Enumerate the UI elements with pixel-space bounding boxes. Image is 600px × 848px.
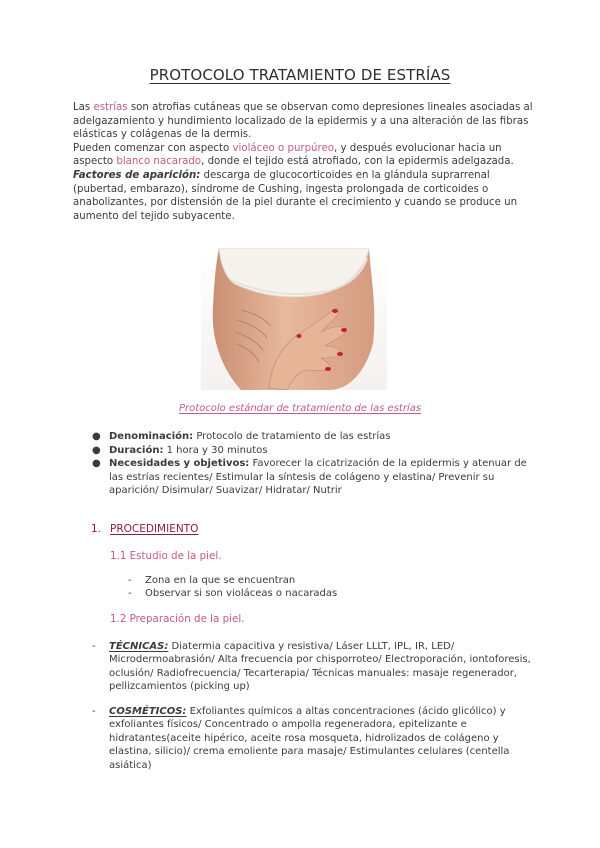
intro-paragraph-2: Pueden comenzar con aspecto violáceo o purpúreo, y después evolucionar hacia un aspecto blanco nacarado, donde el tejido está atrofiado, con la epidermis adelgazada. — [73, 142, 514, 168]
bullet-dot: ● — [92, 458, 101, 469]
figure-caption: Protocolo estándar de tratamiento de las estrías — [178, 403, 422, 414]
section-title: PROCEDIMIENTO — [110, 523, 199, 535]
list-item: ● Denominación: Protocolo de tratamiento de las estrías — [92, 431, 391, 442]
bullet-dot: ● — [92, 444, 101, 456]
intro-paragraph-3: Factores de aparición: descarga de glucocorticoides en la glándula suprarrenal (pubertad, embarazo), síndrome de Cushing, ingesta prolongada de corticoides o anabolizantes, por distensión de la piel durante el crecimiento y cuando se produce un aumento del tejido subyacente. — [73, 169, 518, 222]
list-item: - Zona en la que se encuentran — [128, 575, 296, 586]
intro-text — [73, 101, 533, 223]
bullet-list — [92, 430, 532, 498]
list-item: ● Necesidades y objetivos: Favorecer la cicatrización de la epidermis y atenuar de las estrías recientes/ Estimular la síntesis de colágeno y elastina/ Prevenir su aparición/ Disimular/ Suavizar/ Hidratar/ Nutrir — [92, 458, 527, 496]
stretch-marks-photo — [201, 248, 387, 390]
tecnicas-label: TÉCNICAS: — [109, 641, 169, 652]
cosmeticos-block: - COSMÉTICOS: Exfoliantes químicos a altas concentraciones (ácido glicólico) y exfoliantes físicos/ Concentrado o ampolla regeneradora, epitelizante e hidratantes(aceite hipérico, aceite rosa mosqueta, hidrolizados de colágeno y elastina, silicio)/ crema emoliente para masaje/ Estimulantes celulares (centella asiática) — [92, 706, 510, 771]
body-illustration — [201, 248, 387, 390]
bullet-dot: ● — [92, 431, 101, 442]
list-item: - Observar si son violáceas o nacaradas — [128, 588, 338, 600]
tecnicas-block: - TÉCNICAS: Diatermia capacitiva y resistiva/ Láser LLLT, IPL, IR, LED/ Microdermoabrasión/ Alta frecuencia por chisporroteo/ Electroporación, iontoforesis, oclusión/ Radiofrecuencia/ Tecarterapia/ Técnicas manuales: masaje regenerador, pellizcamientos (picking up) — [92, 641, 531, 693]
section-number: 1. — [91, 523, 102, 535]
page-title: PROTOCOLO TRATAMIENTO DE ESTRÍAS — [149, 66, 451, 84]
skin-study-list — [128, 574, 337, 601]
subsection-title-1: 1.1 Estudio de la piel. — [110, 550, 222, 562]
intro-paragraph-1: Las estrías son atrofias cutáneas que se observan como depresiones lineales asociadas al adelgazamiento y hundimiento localizado de la epidermis y a una alteración de las fibras elásticas y colágenas de la dermis. — [73, 102, 533, 141]
cosmeticos-label: COSMÉTICOS: — [109, 706, 187, 717]
list-item: ● Duración: 1 hora y 30 minutos — [92, 444, 268, 456]
subsection-title-2: 1.2 Preparación de la piel. — [110, 613, 245, 625]
